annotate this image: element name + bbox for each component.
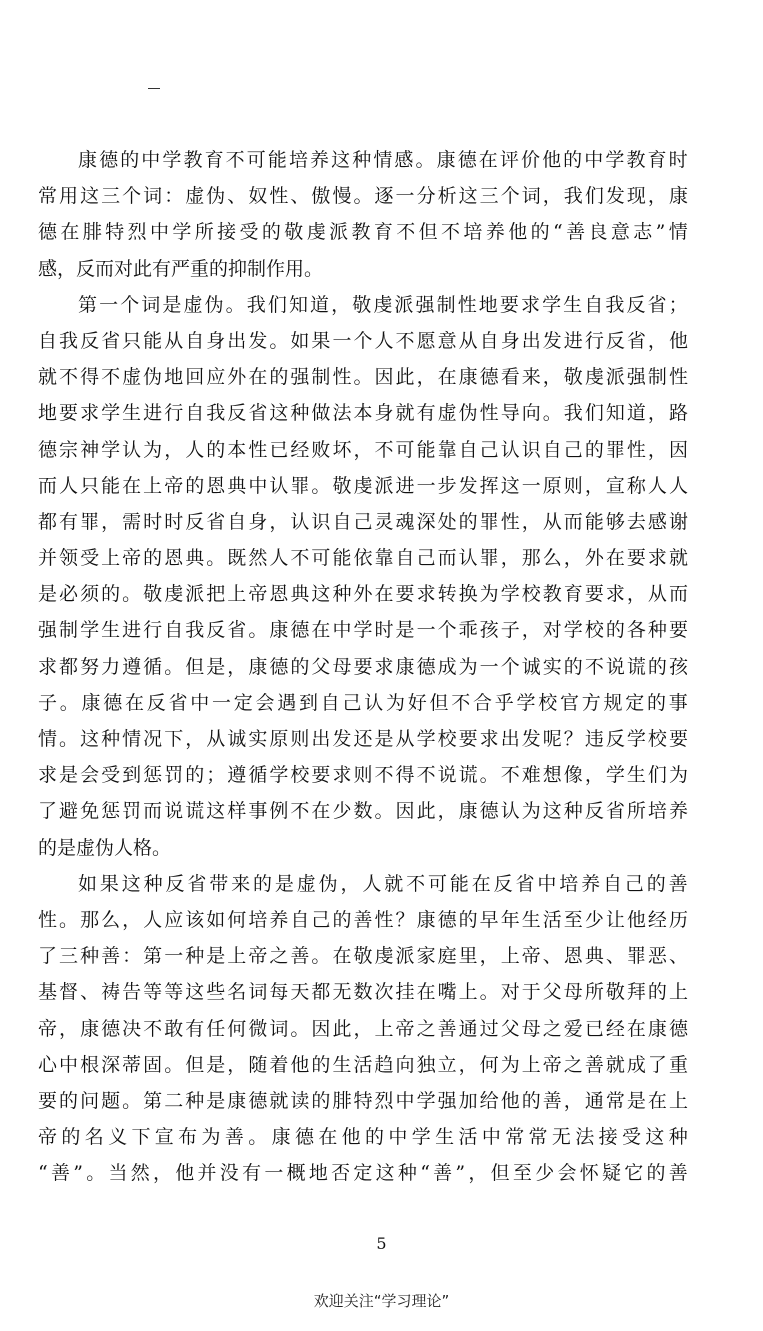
page-number: 5 xyxy=(376,1234,387,1253)
text-line: 如 果 这 种 反 省 带 来 的 是 虚 伪 ， 人 就 不 可 能 在 反 省 中 培 养 自 己 的 善 xyxy=(78,872,688,895)
text-line: 求 都 努 力 遵 循 。 但 是 ， 康 德 的 父 母 要 求 康 德 成 为 一 个 诚 实 的 不 说 谎 的 孩 xyxy=(38,655,688,678)
text-line: 情 。 这 种 情 况 下 ， 从 诚 实 原 则 出 发 还 是 从 学 校 要 求 出 发 呢 ？ 违 反 学 校 要 xyxy=(38,728,688,750)
text-line: 要 的 问 题 。 第 二 种 是 康 德 就 读 的 腓 特 烈 中 学 强 加 给 他 的 善 ， 通 常 是 在 上 xyxy=(38,1089,688,1112)
text-line: 德 宗 神 学 认 为 ， 人 的 本 性 已 经 败 坏 ， 不 可 能 靠 自 己 认 识 自 己 的 罪 性 ， 因 xyxy=(38,438,688,461)
text-line: 都 有 罪 ， 需 时 时 反 省 自 身 ， 认 识 自 己 灵 魂 深 处 的 罪 性 ， 从 而 能 够 去 感 谢 xyxy=(38,510,688,533)
text-line: 的是虚伪人格。 xyxy=(38,836,172,859)
text-line: 并 领 受 上 帝 的 恩 典 。 既 然 人 不 可 能 依 靠 自 己 而 认 罪 ， 那 么 ， 外 在 要 求 就 xyxy=(38,547,688,570)
body-text xyxy=(38,142,688,1191)
text-line: 常 用 这 三 个 词 ： 虚 伪 、 奴 性 、 傲 慢 。 逐 一 分 析 这 三 个 词 ， 我 们 发 现 ， 康 xyxy=(38,185,688,208)
text-line: 子 。 康 德 在 反 省 中 一 定 会 遇 到 自 己 认 为 好 但 不 合 乎 学 校 官 方 规 定 的 事 xyxy=(38,691,688,714)
text-line: 地 要 求 学 生 进 行 自 我 反 省 这 种 做 法 本 身 就 有 虚 伪 性 导 向 。 我 们 知 道 ， 路 xyxy=(38,402,688,425)
text-line: 康 德 的 中 学 教 育 不 可 能 培 养 这 种 情 感 。 康 德 在 评 价 他 的 中 学 教 育 时 xyxy=(78,149,688,171)
text-line: 基 督 、 祷 告 等 等 这 些 名 词 每 天 都 无 数 次 挂 在 嘴 上 。 对 于 父 母 所 敬 拜 的 上 xyxy=(38,981,688,1004)
text-line: 而 人 只 能 在 上 帝 的 恩 典 中 认 罪 。 敬 虔 派 进 一 步 发 挥 这 一 原 则 ， 宣 称 人 人 xyxy=(38,474,688,497)
text-line: 心 中 根 深 蒂 固 。 但 是 ， 随 着 他 的 生 活 趋 向 独 立 ， 何 为 上 帝 之 善 就 成 了 重 xyxy=(38,1053,688,1076)
text-line: “ 善 ” 。 当 然 ， 他 并 没 有 一 概 地 否 定 这 种 “ 善 ” ， 但 至 少 会 怀 疑 它 的 善 xyxy=(38,1162,688,1185)
footer-note: 欢迎关注“学习理论” xyxy=(313,1292,450,1310)
text-line: 感，反而对此有严重的抑制作用。 xyxy=(38,257,324,280)
scan-mark xyxy=(148,88,160,89)
text-line: 是 必 须 的 。 敬 虔 派 把 上 帝 恩 典 这 种 外 在 要 求 转 换 为 学 校 教 育 要 求 ， 从 而 xyxy=(38,583,688,606)
text-line: 强 制 学 生 进 行 自 我 反 省 。 康 德 在 中 学 时 是 一 个 乖 孩 子 ， 对 学 校 的 各 种 要 xyxy=(38,619,688,642)
text-line: 第 一 个 词 是 虚 伪 。 我 们 知 道 ， 敬 虔 派 强 制 性 地 要 求 学 生 自 我 反 省 ； xyxy=(78,293,688,316)
text-line: 求 是 会 受 到 惩 罚 的 ； 遵 循 学 校 要 求 则 不 得 不 说 谎 。 不 难 想 像 ， 学 生 们 为 xyxy=(38,764,688,787)
text-line: 德 在 腓 特 烈 中 学 所 接 受 的 敬 虔 派 教 育 不 但 不 培 养 他 的 “ 善 良 意 志 ” 情 xyxy=(38,221,688,244)
text-line: 性 。 那 么 ， 人 应 该 如 何 培 养 自 己 的 善 性 ？ 康 德 的 早 年 生 活 至 少 让 他 经 历 xyxy=(38,908,688,931)
text-line: 帝 ， 康 德 决 不 敢 有 任 何 微 词 。 因 此 ， 上 帝 之 善 通 过 父 母 之 爱 已 经 在 康 德 xyxy=(38,1017,688,1040)
text-line: 了 三 种 善 ： 第 一 种 是 上 帝 之 善 。 在 敬 虔 派 家 庭 里 ， 上 帝 、 恩 典 、 罪 恶 、 xyxy=(38,945,688,968)
text-line: 就 不 得 不 虚 伪 地 回 应 外 在 的 强 制 性 。 因 此 ， 在 康 德 看 来 ， 敬 虔 派 强 制 性 xyxy=(38,366,688,389)
text-line: 自 我 反 省 只 能 从 自 身 出 发 。 如 果 一 个 人 不 愿 意 从 自 身 出 发 进 行 反 省 ， 他 xyxy=(38,329,688,352)
text-line: 了 避 免 惩 罚 而 说 谎 这 样 事 例 不 在 少 数 。 因 此 ， 康 德 认 为 这 种 反 省 所 培 养 xyxy=(38,800,688,823)
text-line: 帝 的 名 义 下 宣 布 为 善 。 康 德 在 他 的 中 学 生 活 中 常 常 无 法 接 受 这 种 xyxy=(38,1126,688,1149)
